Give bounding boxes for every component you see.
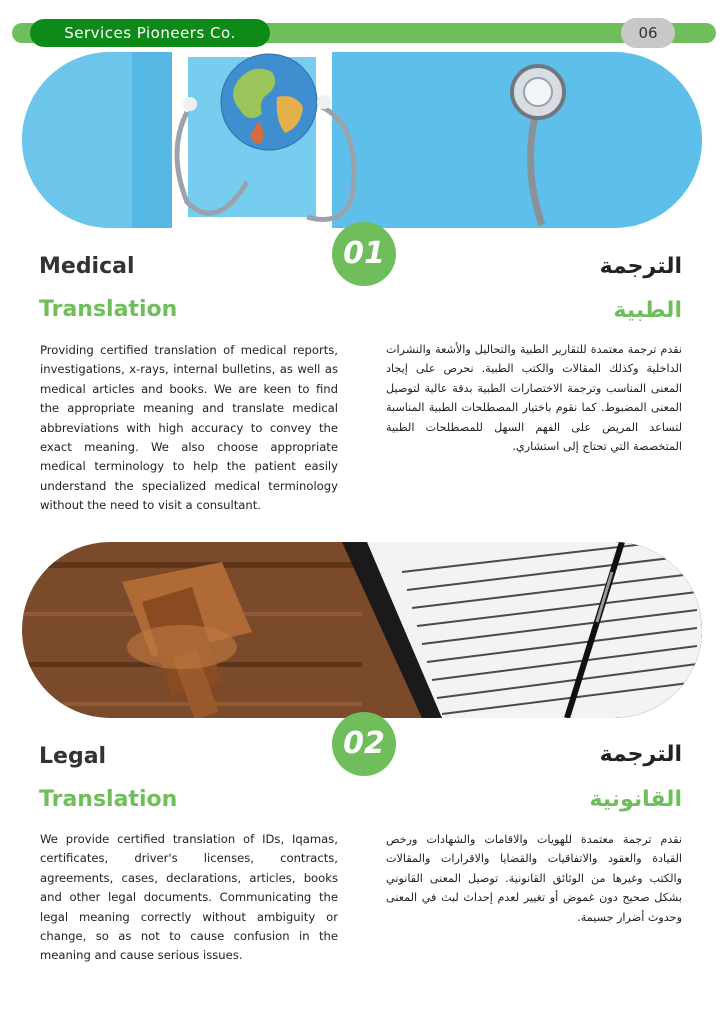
legal-ar-body: نقدم ترجمة معتمدة للهويات والاقامات والشهادات ورخص القيادة والعقود والاتفاقيات والقضايا والاقرارات والمقالات والكتب وغيرها من الوثائق القانونية. توصيل المعنى القانوني بشكل صحيح دون غموض أو تغيير لعدم إحداث لبث في المعنى وحدوث أضرار جسيمة. (386, 833, 682, 924)
company-name: Services Pioneers Co. (30, 19, 270, 47)
medical-title-line1: Medical (39, 254, 135, 279)
section-badge-01: 01 (332, 222, 396, 286)
legal-title-line2: Translation (39, 787, 178, 812)
legal-photo (22, 542, 702, 718)
medical-ar-title-line2: الطبية (613, 298, 682, 323)
medical-title-line2: Translation (39, 297, 178, 322)
page-number: 06 (621, 18, 675, 48)
medical-en-body: Providing certified translation of medical reports, investigations, x-rays, internal bulletins, as well as medical articles and books. We are keen to find the appropriate meaning and translate medical abbreviations with high accuracy to convey the exact meaning. We also choose appropriate medical terminology to help the patient easily understand the specialized medical terminology without the need to visit a consultant. (40, 343, 338, 513)
legal-ar-title-line1: الترجمة (599, 742, 682, 767)
medical-ar-body: نقدم ترجمة معتمدة للتقارير الطبية والتحاليل والأشعة والنشرات الداخلية وكذلك المقالات والكتب الطبية. نحرص على إيجاد المعنى المناسب وترجمة الاختصارات الطبية بدقة عالية لتوصيل المعنى المضبوط. كما نقوم باختيار المصطلحات الطبية المناسبة لتساعد المريض على الفهم السهل للمصطلحات الطبية المتخصصة التي تحتاج إلى استشاري. (386, 343, 682, 454)
legal-en-body: We provide certified translation of IDs, Iqamas, certificates, driver's licenses, contracts, agreements, cases, declarations, articles, books and other legal documents. Communicating the legal meaning correctly without ambiguity or change, so as not to cause confusion in the meaning and cause serious issues. (40, 832, 338, 963)
section-badge-02: 02 (332, 712, 396, 776)
medical-photo (22, 52, 702, 228)
legal-title-line1: Legal (39, 744, 107, 769)
medical-ar-title-line1: الترجمة (599, 254, 682, 279)
legal-ar-title-line2: القانونية (589, 787, 682, 812)
